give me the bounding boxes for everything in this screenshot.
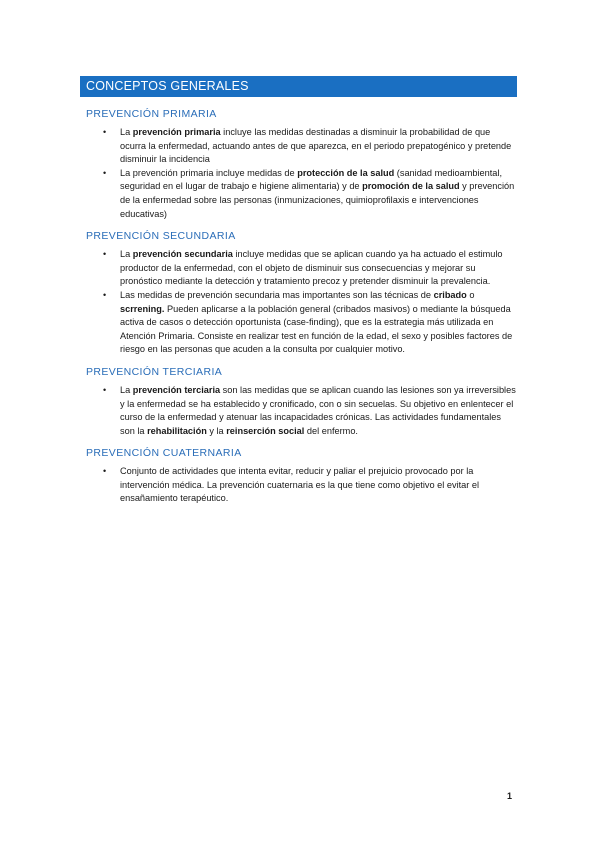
section-title: PREVENCIÓN PRIMARIA bbox=[86, 108, 217, 120]
text-run: La bbox=[120, 127, 133, 137]
text-run: Pueden aplicarse a la población general (cribados masivos) o mediante la búsqueda activa de casos o detección oportunista (case-finding), que es la estrategia más utilizada en Atención Primaria. Consiste en realizar test en función de la edad, el sexo y posibles factores de riesgo en las personas que acuden a la consulta por cualquier motivo. bbox=[120, 303, 513, 355]
bold-term: prevención terciaria bbox=[132, 384, 221, 395]
text-run: La bbox=[120, 249, 133, 260]
list-item bbox=[86, 167, 516, 221]
section-title: PREVENCIÓN SECUNDARIA bbox=[86, 230, 236, 243]
list-item bbox=[86, 289, 516, 357]
bullet-list bbox=[86, 248, 516, 357]
bullet-icon: • bbox=[103, 249, 107, 260]
bold-term: scrrening. bbox=[120, 303, 165, 314]
text-run: Las medidas de prevención secundaria mas importantes son las técnicas de bbox=[120, 289, 434, 300]
section-prevencion-cuaternaria bbox=[86, 447, 516, 506]
bullet-icon: • bbox=[103, 466, 107, 477]
bold-term: prevención primaria bbox=[132, 127, 221, 137]
document-body bbox=[86, 108, 516, 515]
text-run: y prevención de la enfermedad sobre las personas (inmunizaciones, quimioprofilaxis e intervenciones educativas) bbox=[120, 181, 515, 219]
bullet-list bbox=[86, 384, 516, 438]
text-run: incluye las medidas destinadas a disminuir la probabilidad de que ocurra la enfermedad, actuando antes de que aparezca, en el periodo prepatogénico y pretende disminuir la incidencia bbox=[120, 127, 512, 165]
bold-term: promoción de la salud bbox=[362, 181, 460, 192]
bullet-icon: • bbox=[103, 127, 107, 137]
text-run: (sanidad medioambiental, seguridad en el lugar de trabajo e higiene alimentaria) y de bbox=[120, 167, 502, 192]
list-item bbox=[86, 248, 516, 289]
section-banner: CONCEPTOS GENERALES bbox=[80, 76, 517, 97]
text-run: La prevención primaria incluye medidas de bbox=[120, 167, 298, 178]
text-run: del enfermo. bbox=[304, 425, 358, 436]
text-run: y la bbox=[206, 425, 227, 436]
bullet-icon: • bbox=[103, 289, 107, 300]
page-number: 1 bbox=[507, 791, 513, 801]
text-run: son las medidas que se aplican cuando las lesiones son ya irreversibles y la enfermedad se ha establecido y cronificado, con o sin secuelas. Su objetivo en enlentecer el curso de la enfermedad y atenuar las incapacidades crónicas. Las actividades fundamentales son la bbox=[120, 384, 516, 436]
text-run: incluye medidas que se aplican cuando ya ha actuado el estimulo productor de la enfermedad, con el objeto de disminuir sus consecuencias y mejorar su pronóstico mediante la detección y tratamiento precoz y pretender disminuir la prevalencia. bbox=[120, 249, 503, 287]
bullet-list bbox=[86, 465, 516, 506]
text-run: Conjunto de actividades que intenta evitar, reducir y paliar el prejuicio provocado por la intervención médica. La prevención cuaternaria es la que tiene como objetivo el evitar el ensañamiento terapéutico. bbox=[120, 466, 480, 504]
bullet-list bbox=[86, 126, 516, 221]
bold-term: reinserción social bbox=[226, 425, 305, 436]
section-title: PREVENCIÓN TERCIARIA bbox=[86, 365, 223, 378]
list-item bbox=[86, 126, 516, 167]
bullet-icon: • bbox=[103, 167, 107, 178]
bold-term: prevención secundaria bbox=[132, 249, 233, 260]
bold-term: rehabilitación bbox=[147, 425, 207, 436]
bold-term: protección de la salud bbox=[297, 167, 395, 178]
list-item bbox=[86, 384, 516, 438]
section-title: PREVENCIÓN CUATERNARIA bbox=[86, 447, 242, 460]
text-run: La bbox=[120, 384, 133, 395]
section-prevencion-secundaria bbox=[86, 230, 516, 357]
bold-term: cribado bbox=[433, 289, 467, 300]
section-prevencion-terciaria bbox=[86, 366, 516, 438]
text-run: o bbox=[466, 289, 475, 300]
bullet-icon: • bbox=[103, 384, 107, 395]
section-prevencion-primaria bbox=[86, 108, 516, 221]
list-item bbox=[86, 465, 516, 506]
